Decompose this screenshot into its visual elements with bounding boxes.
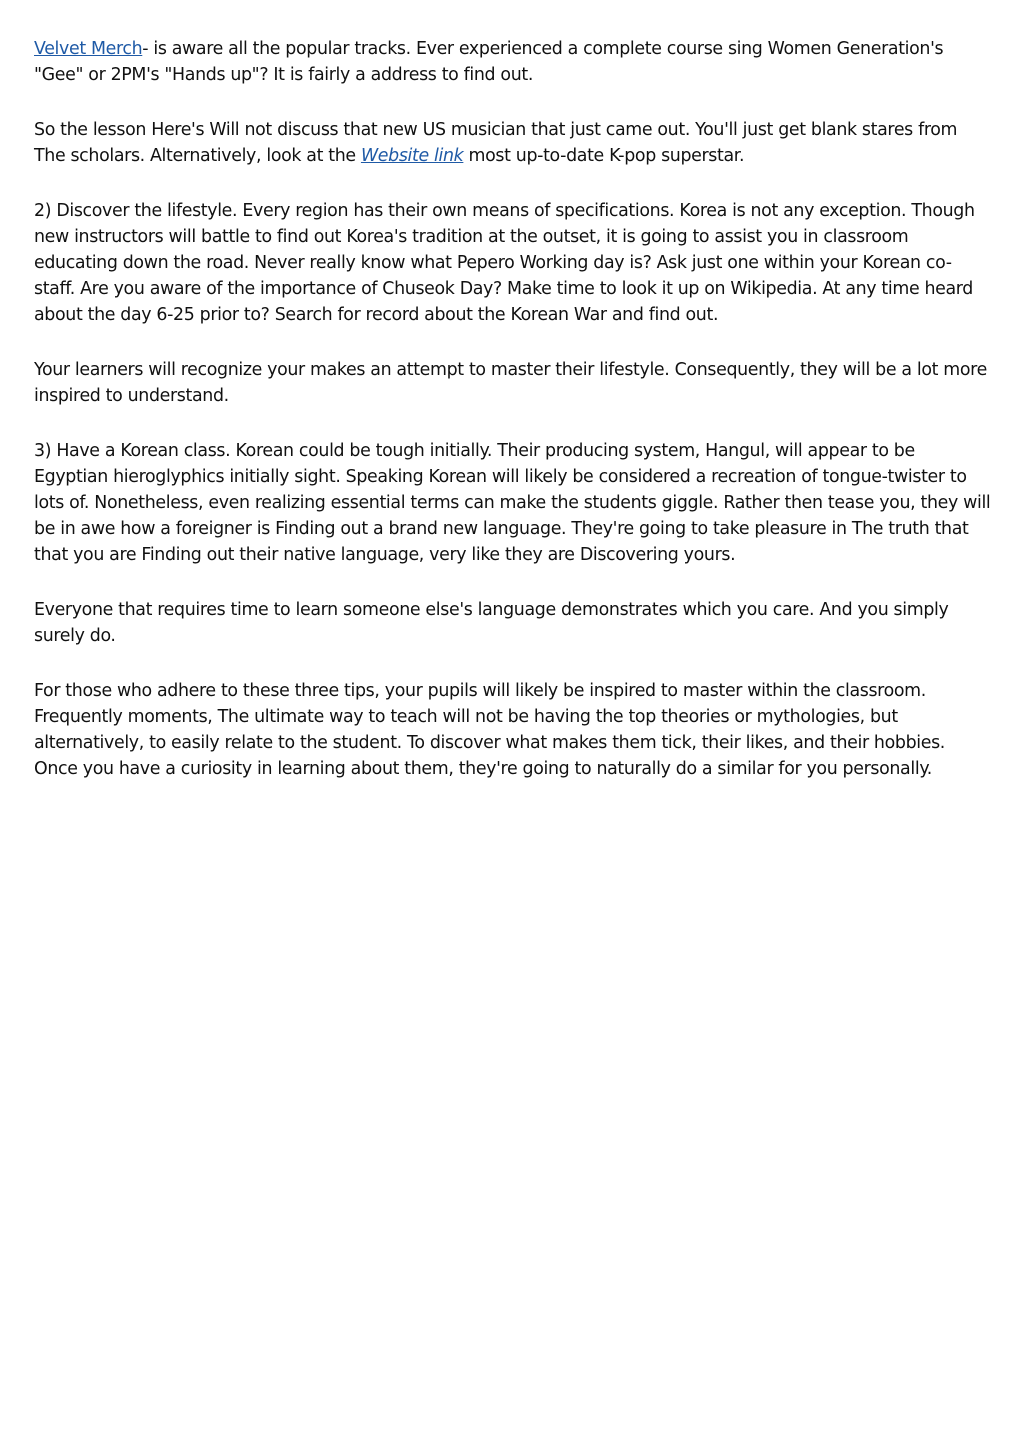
paragraph-lifestyle: 2) Discover the lifestyle. Every region has their own means of specifications. Korea is not any exception. Though new instructors will battle to find out Korea's tradition at the outset, it is going to assist you in classroom educating down the road. Never really know what Pepero Working day is? Ask just one within your Korean co-staff. Are you aware of the importance of Chuseok Day? Make time to look it up on Wikipedia. At any time heard about the day 6-25 prior to? Search for record about the Korean War and find out.: [34, 201, 975, 325]
paragraph-intro: [34, 36, 992, 88]
velvet-merch-link[interactable]: Velvet Merch: [34, 39, 143, 59]
paragraph-care: Everyone that requires time to learn someone else's language demonstrates which you care. And you simply surely do.: [34, 600, 949, 646]
paragraph-conclusion: For those who adhere to these three tips, your pupils will likely be inspired to master within the classroom. Frequently moments, The ultimate way to teach will not be having the top theories or mythologies, but alternatively, to easily relate to the student. To discover what makes them tick, their likes, and their hobbies. Once you have a curiosity in learning about them, they're going to naturally do a similar for you personally.: [34, 681, 945, 779]
paragraph-intro-text: - is aware all the popular tracks. Ever experienced a complete course sing Women Generation's "Gee" or 2PM's "Hands up"? It is fairly a address to find out.: [34, 39, 944, 85]
document-body: [34, 36, 992, 811]
paragraph-korean-class: 3) Have a Korean class. Korean could be tough initially. Their producing system, Hangul, will appear to be Egyptian hieroglyphics initially sight. Speaking Korean will likely be considered a recreation of tongue-twister to lots of. Nonetheless, even realizing essential terms can make the students giggle. Rather then tease you, they will be in awe how a foreigner is Finding out a brand new language. They're going to take pleasure in The truth that that you are Finding out their native language, very like they are Discovering yours.: [34, 441, 991, 565]
website-link[interactable]: Website link: [360, 146, 464, 166]
paragraph-lesson-text-before: So the lesson Here's Will not discuss that new US musician that just came out. You'll just get blank stares from The scholars. Alternatively, look at the: [34, 120, 958, 166]
paragraph-learners: Your learners will recognize your makes an attempt to master their lifestyle. Consequently, they will be a lot more inspired to understand.: [34, 360, 987, 406]
paragraph-lesson: [34, 117, 992, 169]
paragraph-lesson-text-after: most up-to-date K-pop superstar.: [463, 146, 745, 166]
